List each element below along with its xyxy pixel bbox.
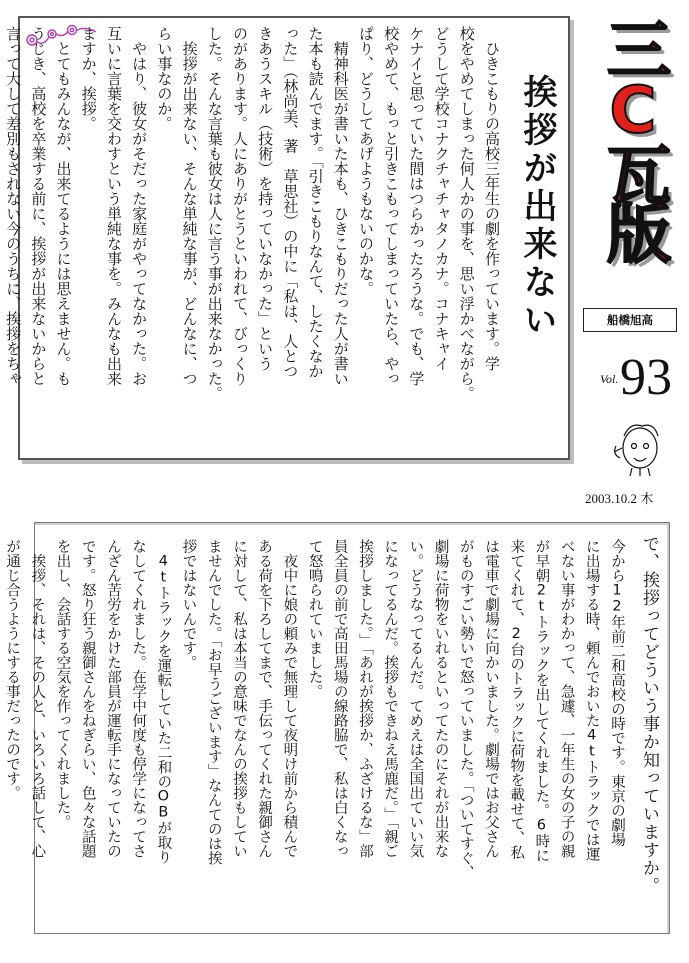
article-1-box	[4, 16, 570, 460]
flower-doodle-icon	[22, 20, 102, 50]
article-1-title: 挨拶が出来ない	[517, 74, 557, 340]
masthead	[579, 8, 679, 304]
volume-label: Vol.	[600, 372, 619, 386]
issue-number: 93	[620, 349, 672, 406]
article-2-box	[4, 522, 670, 934]
article-2-title: で、挨拶ってどういう事か知っていますか。	[639, 535, 659, 895]
issue-date: 2003.10.2 木	[585, 491, 654, 506]
publisher-badge: 船橋旭高	[583, 308, 677, 332]
article-1-body: ひきこもりの高校三年生の劇を作っています。学 校をやめてしまった何人かの事を、思い浮かべながら。 どうして学校コナクチャチャタノカナ。コナキャイ ケナイと思っていた間はつらかったろうな。でも、学 校やめて、もっと引きこもってしまっていたら、やっ ぱり、どうしてあげようもないのかな。 精神科医が書いた本も、ひきこもりだった人が書い た本も読んでます。「引きこもりなんて、したくなか った」（林尚美、著 草思社）の中に「私は、人とつ きあうスキル（技術）を持っていなかった」という のがあります。人にありがとうといわれて、びっくり した。そんな言葉も彼女は人に言う事が出来なかった。 挨拶が出来ない、そんな単純な事が、どんなに、つ らい事なのか。 やはり、彼女がそだった家庭がやってなかった。お 互いに言葉を交わすという単純な事を。みんなも出来 ますか、挨拶。 とてもみんなが、出来てるようには思えません。も うじき、高校を卒業する前に、挨拶が出来ないからと 言って大して差別もされない今のうちに、挨拶をちゃ	[4, 26, 501, 401]
face-doodle-icon	[610, 418, 666, 478]
article-2-body: 今から12年前二和高校の時です。東京の劇場 に出場する時、頼んでおいた4tトラックでは運 べない事がわかって、急遽、一年生の女の子の親 が早朝2tトラックを出してくれました。6時に 来てくれて、2台のトラックに荷物を載せて、私 は電車で劇場に向かいました。劇場ではお父さん がものすごい勢いで怒っていました。「ついてすぐ、 劇場に荷物をいれるといってたのにそれが出来な い。どうなってるんだ。てめえは全国出ていい気 になってるんだ。挨拶もできねえ馬鹿だ。」「親ご 挨拶しました。」「あれが挨拶か、ふざけるな」部 員全員の前で高田馬場の線路脇で、私は白くなっ て怒鳴られていました。 夜中に娘の頼みで無理して夜明け前から積んで ある荷を下ろしてまで、手伝ってくれた親御さん に対して、私は本当の意味でなんの挨拶もしてい ませんでした。「お早うございます」なんてのは挨 拶ではないんです。 4tトラックを運転していた二和のOBが取り なしてくれました。在学中何度も停学になってさ んざん苦労をかけた部員が運転手になっていたの です。怒り狂う親御さんをねぎらい、色々な話題 を出し、会話する空気を作ってくれました。 挨拶、それは、その人と、いろいろ話して、心 が通じ合うようにする事だったのです。	[4, 539, 625, 880]
newsletter-title: 三C瓦版	[596, 16, 670, 258]
